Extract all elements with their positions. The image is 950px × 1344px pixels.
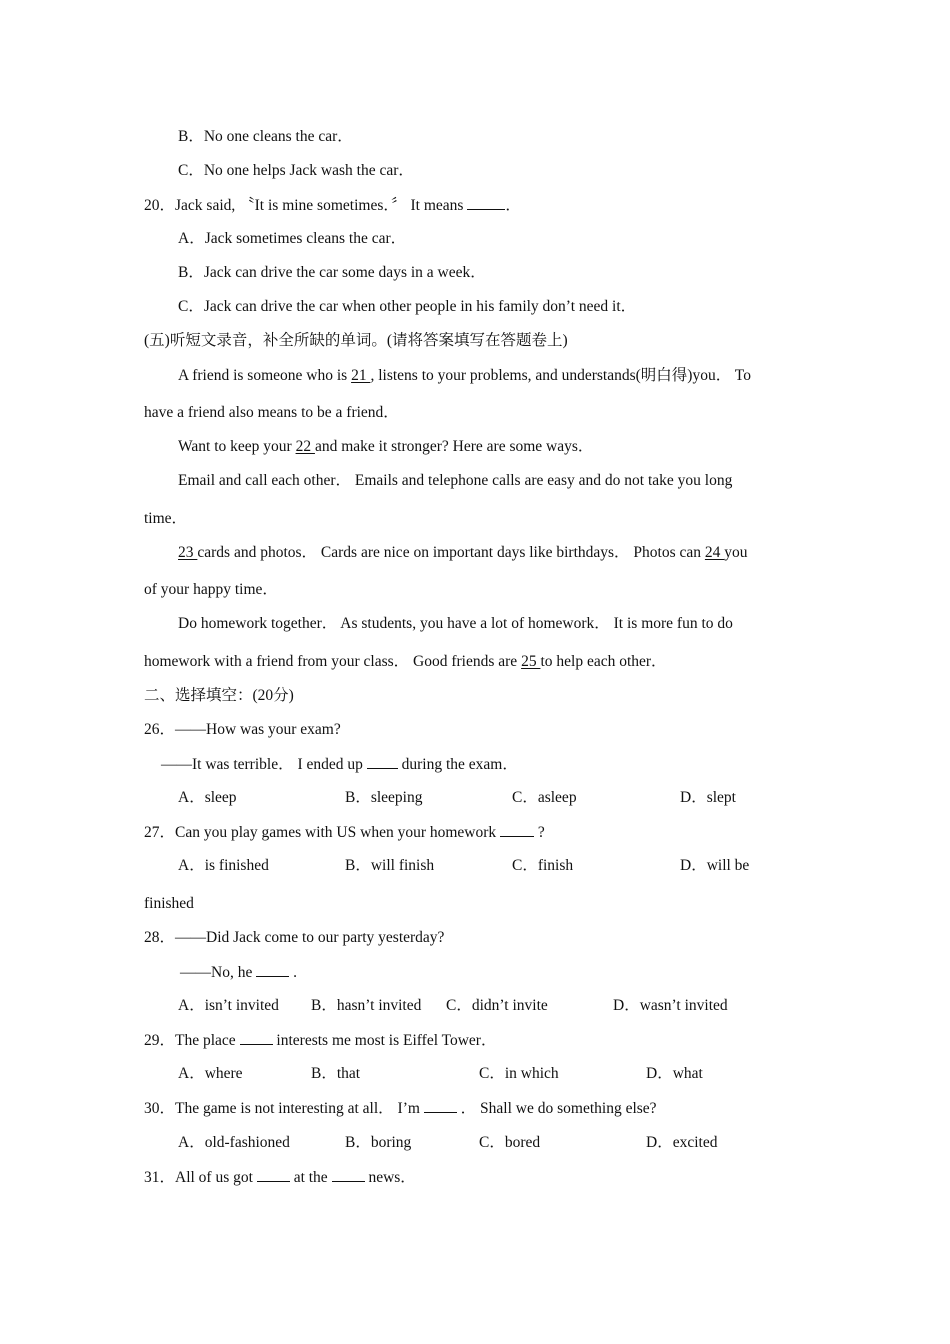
- q26-option-d: D．slept: [680, 789, 736, 806]
- blank-21: 21: [351, 367, 371, 384]
- answer-blank: [332, 1167, 365, 1182]
- q20-option-a: A．Jack sometimes cleans the car．: [178, 230, 407, 247]
- q28-option-a: A．isn’t invited: [178, 997, 279, 1014]
- q19-option-c: C．No one helps Jack wash the car．: [178, 162, 414, 179]
- q19-option-b: B．No one cleans the car．: [178, 128, 353, 145]
- q27-option-a: A．is finished: [178, 857, 269, 874]
- q27-option-d: D．will be: [680, 857, 750, 874]
- answer-blank: [424, 1098, 457, 1113]
- q27-option-d-wrap: finished: [144, 895, 194, 912]
- q26-option-b: B．sleeping: [345, 789, 423, 806]
- blank-24: 24: [704, 544, 725, 561]
- passage-p1-line2: have a friend also means to be a friend．: [144, 404, 399, 421]
- q31-stem: 31．All of us got at the news．: [144, 1169, 416, 1186]
- q30-option-d: D．excited: [646, 1134, 718, 1151]
- answer-blank: [500, 822, 534, 837]
- q26-stem-line2: ——It was terrible． I ended up during the exam．: [161, 756, 518, 773]
- q20-option-c: C．Jack can drive the car when other people in his family don’t need it．: [178, 298, 637, 315]
- passage-p3-line2: time．: [144, 510, 188, 527]
- q26-option-a: A．sleep: [178, 789, 237, 806]
- q29-stem: 29．The place interests me most is Eiffel Tower．: [144, 1032, 497, 1049]
- q29-option-d: D．what: [646, 1065, 703, 1082]
- q26-option-c: C．asleep: [512, 789, 577, 806]
- q28-option-b: B．hasn’t invited: [311, 997, 422, 1014]
- passage-p3-line1: Email and call each other． Emails and telephone calls are easy and do not take you long: [178, 472, 733, 489]
- q29-option-a: A．where: [178, 1065, 243, 1082]
- passage-p5-line2: homework with a friend from your class． Good friends are 25 to help each other．: [144, 653, 667, 670]
- q28-option-d: D．wasn’t invited: [613, 997, 728, 1014]
- q30-option-a: A．old-fashioned: [178, 1134, 290, 1151]
- passage-p5-line1: Do homework together． As students, you have a lot of homework． It is more fun to do: [178, 615, 733, 632]
- section-5-title: (五)听短文录音，补全所缺的单词。(请将答案填写在答题卷上): [144, 332, 568, 349]
- answer-blank: [467, 195, 505, 210]
- blank-23: 23: [178, 544, 198, 561]
- q29-option-b: B．that: [311, 1065, 361, 1082]
- passage-p1-line1: A friend is someone who is 21 , listens to your problems, and understands(明白得)you． To: [178, 367, 751, 384]
- q30-option-c: C．bored: [479, 1134, 541, 1151]
- q27-option-c: C．finish: [512, 857, 574, 874]
- answer-blank: [256, 962, 289, 977]
- passage-p2: Want to keep your 22 and make it stronger? Here are some ways．: [178, 438, 594, 455]
- answer-blank: [240, 1030, 273, 1045]
- answer-blank: [367, 754, 398, 769]
- passage-p4-line2: of your happy time．: [144, 581, 278, 598]
- blank-22: 22: [295, 438, 315, 455]
- q30-stem: 30．The game is not interesting at all． I’m ． Shall we do something else?: [144, 1100, 657, 1117]
- blank-25: 25: [521, 653, 541, 670]
- q26-stem-line1: 26．——How was your exam?: [144, 721, 341, 738]
- q27-option-b: B．will finish: [345, 857, 435, 874]
- q29-option-c: C．in which: [479, 1065, 559, 1082]
- q27-stem: 27．Can you play games with US when your homework ?: [144, 824, 545, 841]
- q28-stem-line1: 28．——Did Jack come to our party yesterday?: [144, 929, 445, 946]
- q28-stem-line2: ——No, he .: [180, 964, 297, 981]
- section-2-title: 二、选择填空：(20分): [144, 687, 294, 704]
- q30-option-b: B．boring: [345, 1134, 412, 1151]
- passage-p4-line1: 23 cards and photos． Cards are nice on important days like birthdays． Photos can 24 you: [178, 544, 748, 561]
- answer-blank: [257, 1167, 290, 1182]
- q28-option-c: C．didn’t invite: [446, 997, 548, 1014]
- q20-stem: 20．Jack said, 〝It is mine sometimes．〞 It means ．: [144, 197, 521, 214]
- q20-option-b: B．Jack can drive the car some days in a week．: [178, 264, 486, 281]
